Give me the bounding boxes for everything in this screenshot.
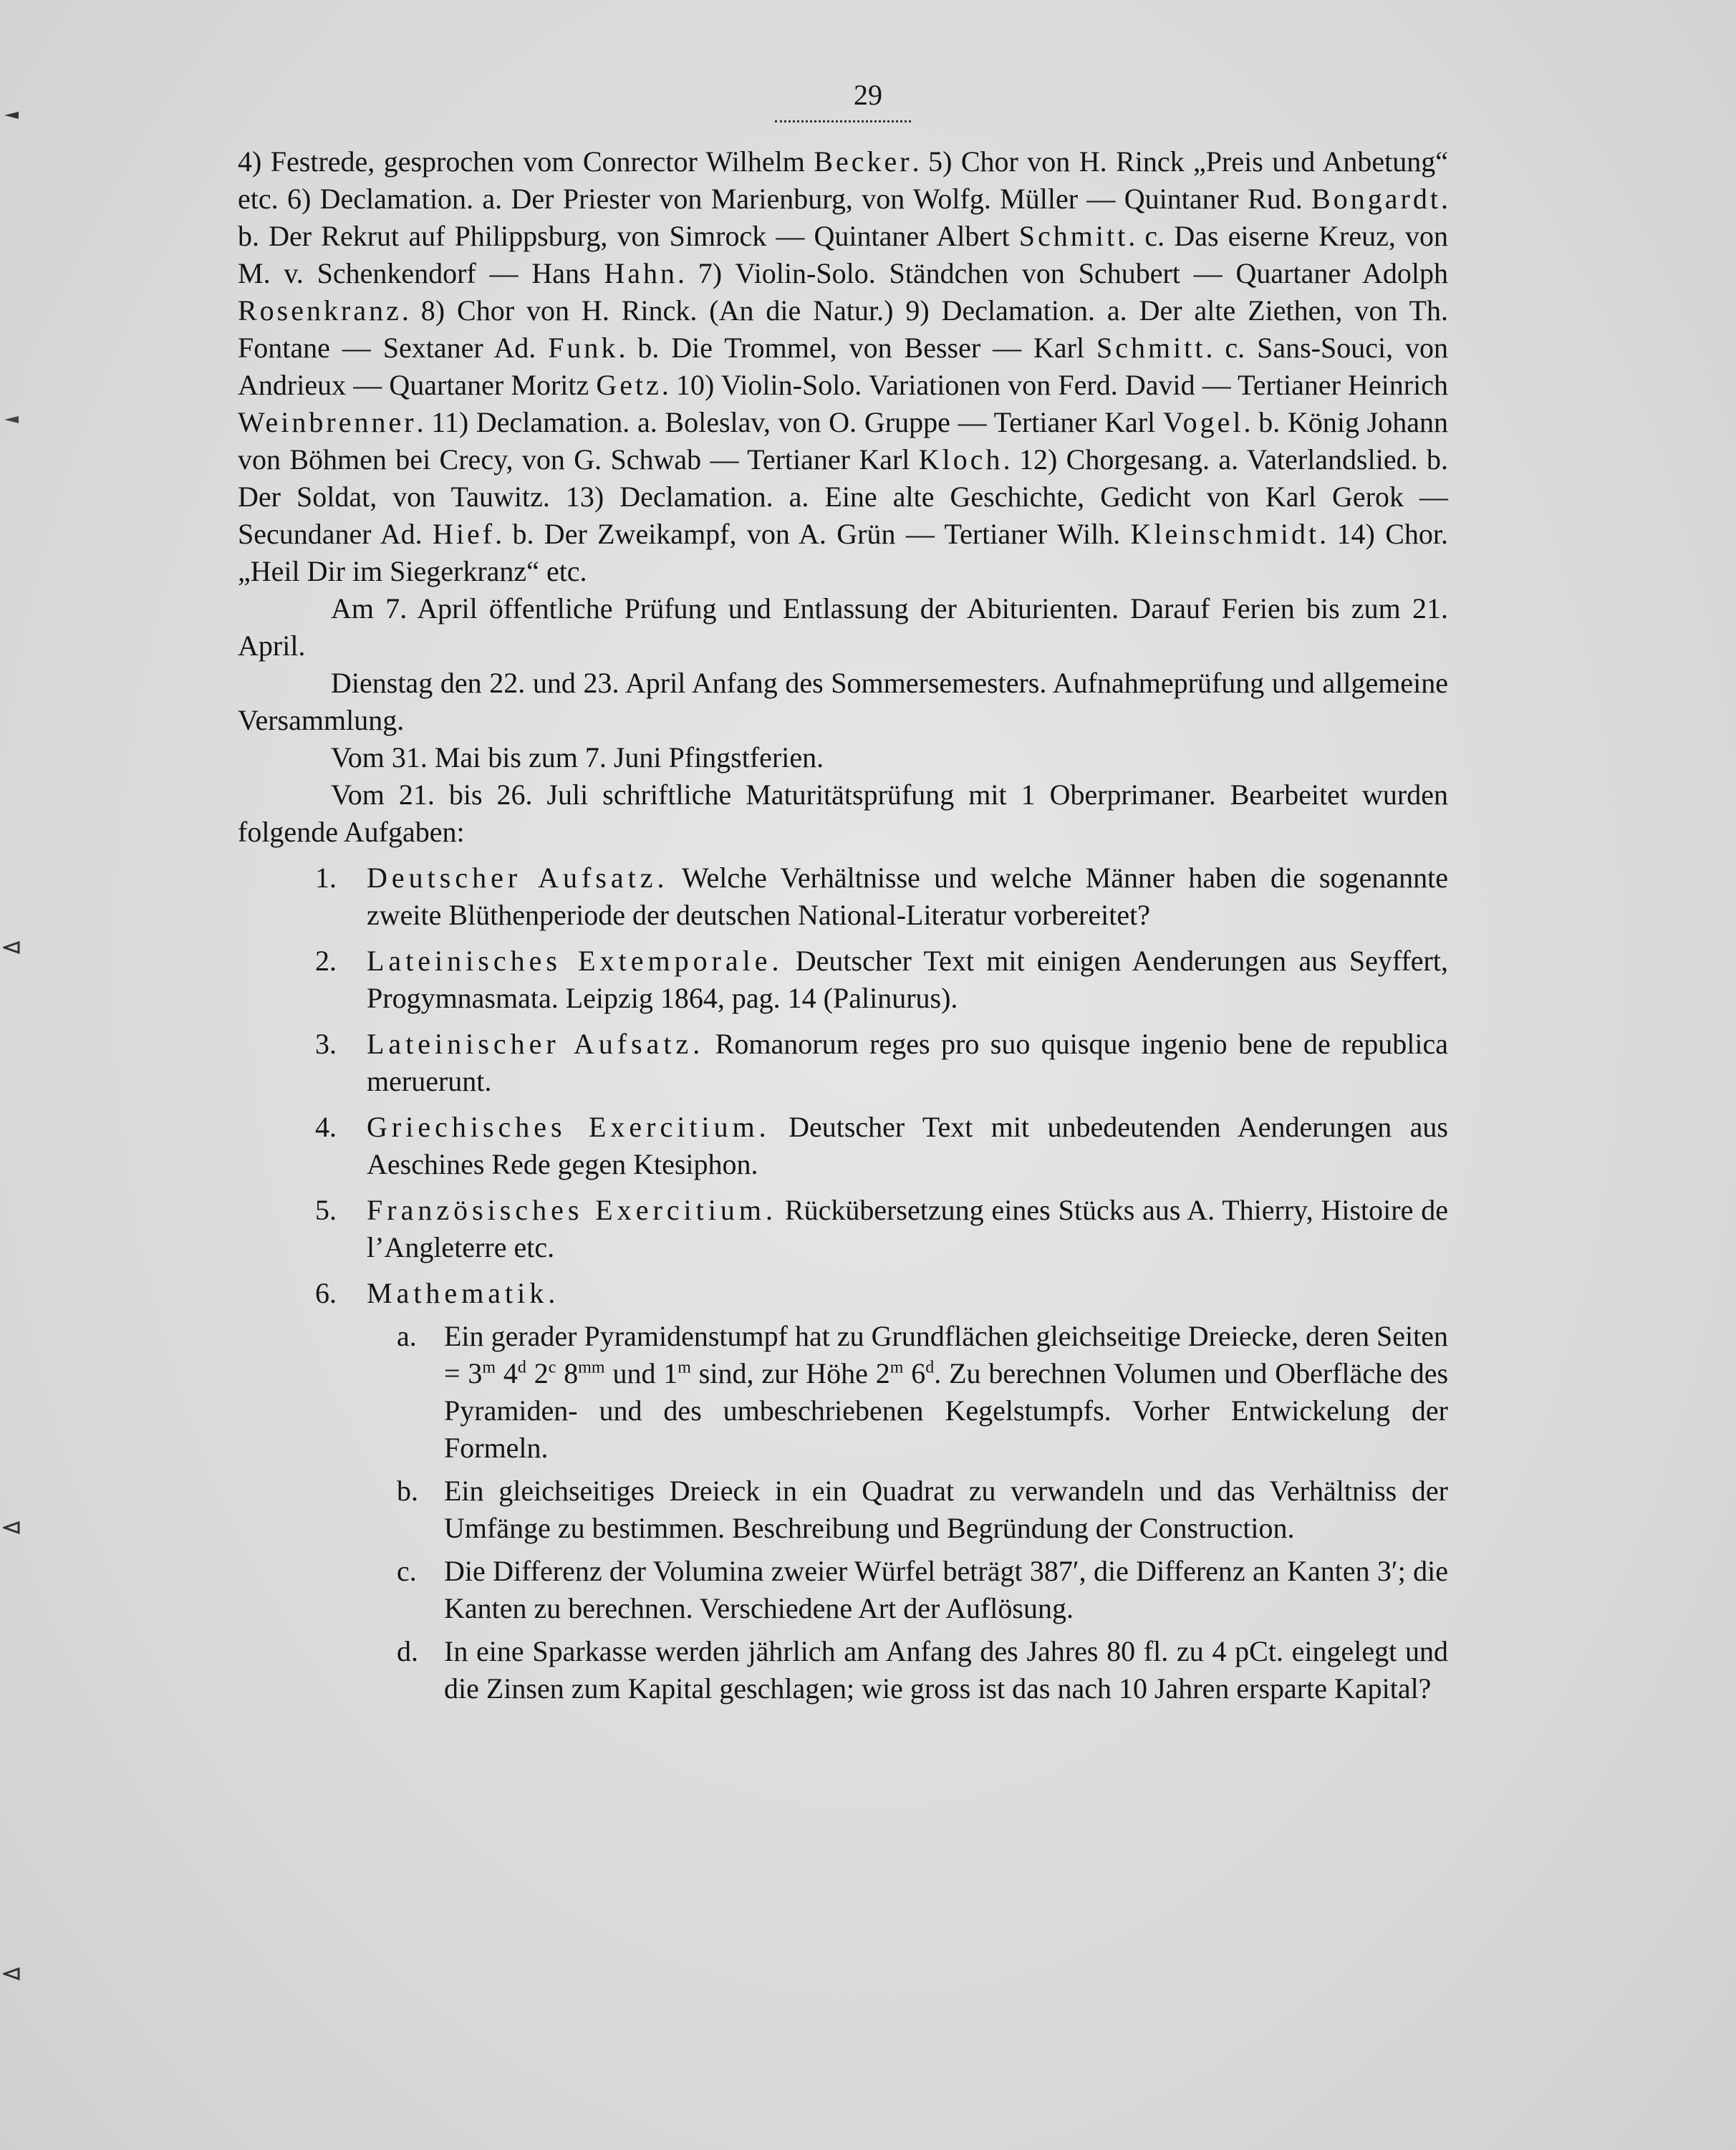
item-number: 4. — [315, 1111, 337, 1143]
item-title: Griechisches Exercitium. — [367, 1111, 771, 1143]
text-run: . b. König Johann von Böhmen bei Crecy, von G. Schwab — Tertianer Karl — [238, 406, 1449, 476]
sub-item-letter: d. — [397, 1635, 418, 1667]
spaced-name: Becker — [814, 145, 912, 178]
text-run: . b. Der Rekrut auf Philippsburg, von Simrock — Quintaner Albert — [238, 183, 1448, 252]
spaced-name: Weinbrenner — [238, 406, 417, 438]
body-text — [238, 143, 1448, 1707]
text-run: . 7) Violin-Solo. Ständchen von Schubert — Quartaner Adolph — [677, 257, 1449, 289]
text-run: 8 — [556, 1357, 579, 1389]
spaced-name: Rosenkranz — [238, 294, 402, 327]
item-text: Welche Verhältnisse und welche Männer haben die sogenannte zweite Blüthenperiode der deutschen National-Literatur vorbereitet? — [367, 862, 1448, 931]
spaced-name: Kleinschmidt — [1130, 518, 1320, 550]
text-run: 4 — [496, 1357, 518, 1389]
item-title: Französisches Exercitium. — [367, 1194, 778, 1226]
item-title: Mathematik. — [367, 1277, 560, 1309]
exam-task-item — [238, 1275, 1448, 1312]
item-number: 6. — [315, 1277, 337, 1309]
item-text: Rückübersetzung eines Stücks aus A. Thierry, Histoire de l’Angleterre etc. — [367, 1194, 1449, 1263]
festival-program-paragraph — [238, 143, 1448, 590]
text-run: . 12) Chorgesang. a. Vaterlandslied. b. Der Soldat, von Tauwitz. 13) Declamation. a. Eine alte Geschichte, Gedicht von Karl Gerok — Secundaner Ad. — [238, 443, 1448, 550]
spaced-name: Schmitt — [1096, 332, 1206, 364]
unit-superscript: c — [548, 1358, 556, 1377]
sub-item-text: Die Differenz der Volumina zweier Würfel beträgt 387′, die Differenz an Kanten 3′; die Kanten zu berechnen. Verschiedene Art der Auflösung. — [444, 1555, 1448, 1624]
margin-mark — [3, 1966, 24, 1982]
text-run: . b. Der Zweikampf, von A. Grün — Tertianer Wilh. — [495, 518, 1131, 550]
item-number: 5. — [315, 1194, 337, 1226]
unit-superscript: m — [677, 1358, 691, 1377]
text-run: Ein gerader Pyramidenstumpf hat zu Grundflächen gleichseitige Dreiecke, deren Seiten = 3 — [444, 1320, 1448, 1389]
text-run: . Zu berechnen Volumen und Oberfläche des Pyramiden- und des umbeschriebenen Kegelstumpfs. Vorher Entwickelung der Formeln. — [444, 1357, 1449, 1464]
item-text: Deutscher Text mit einigen Aenderungen aus Seyffert, Progymnasmata. Leipzig 1864, pag. 14 (Palinurus). — [367, 945, 1448, 1014]
unit-superscript: d — [925, 1358, 935, 1377]
margin-mark — [3, 412, 24, 428]
item-number: 2. — [315, 945, 337, 977]
exam-task-item — [238, 1026, 1448, 1100]
sub-item-letter: b. — [397, 1475, 418, 1507]
spaced-name: Schmitt — [1018, 220, 1129, 252]
margin-mark — [3, 1520, 24, 1536]
margin-mark — [3, 940, 24, 955]
unit-superscript: m — [889, 1358, 904, 1377]
math-task-b — [238, 1472, 1448, 1547]
text-run: 6 — [903, 1357, 926, 1389]
item-title: Deutscher Aufsatz. — [367, 862, 669, 894]
item-text: Deutscher Text mit unbedeutenden Aenderungen aus Aeschines Rede gegen Ktesiphon. — [367, 1111, 1449, 1180]
text-run: . 10) Violin-Solo. Variationen von Ferd. David — Tertianer Heinrich — [661, 369, 1448, 401]
margin-mark — [3, 107, 24, 123]
text-run: sind, zur Höhe 2 — [690, 1357, 890, 1389]
unit-superscript: d — [517, 1358, 526, 1377]
sub-item-text: Ein gleichseitiges Dreieck in ein Quadrat zu verwandeln und das Verhältniss der Umfänge zu bestimmen. Beschreibung und Begründung der Construction. — [444, 1475, 1448, 1544]
text-run: 2 — [526, 1357, 549, 1389]
text-run: . c. Sans-Souci, von Andrieux — Quartaner Moritz — [238, 332, 1448, 401]
text-run: . 8) Chor von H. Rinck. (An die Natur.) 9) Declamation. a. Der alte Ziethen, von Th. Fontane — Sextaner Ad. — [238, 294, 1448, 364]
exam-task-item — [238, 859, 1448, 934]
text-run: . 14) Chor. „Heil Dir im Siegerkranz“ etc. — [238, 518, 1448, 587]
spaced-name: Getz — [596, 369, 662, 401]
text-run: 4) Festrede, gesprochen vom Conrector Wilhelm — [238, 145, 814, 178]
spaced-name: Bongardt — [1311, 183, 1441, 215]
spaced-name: Funk — [548, 332, 619, 364]
exam-task-item — [238, 943, 1448, 1017]
unit-superscript: mm — [578, 1358, 605, 1377]
spaced-name: Vogel — [1162, 406, 1244, 438]
paragraph-semester-start: Dienstag den 22. und 23. April Anfang des Sommersemesters. Aufnahmeprüfung und allgemeine Versammlung. — [238, 667, 1448, 736]
item-number: 1. — [315, 862, 337, 894]
unit-superscript: m — [482, 1358, 496, 1377]
item-number: 3. — [315, 1028, 337, 1060]
text-run: . 5) Chor von H. Rinck „Preis und Anbetung“ etc. 6) Declamation. a. Der Priester von Marienburg, von Wolfg. Müller — Quintaner Rud. — [238, 145, 1449, 215]
spaced-name: Hahn — [604, 257, 677, 289]
spaced-name: Hief — [433, 518, 496, 550]
page-number-rule — [775, 115, 911, 122]
exam-task-item — [238, 1109, 1448, 1183]
text-run: . b. Die Trommel, von Besser — Karl — [618, 332, 1097, 364]
exam-task-item — [238, 1192, 1448, 1266]
page-number: 29 — [854, 79, 882, 111]
math-task-a — [238, 1318, 1448, 1467]
item-title: Lateinisches Extemporale. — [367, 945, 783, 977]
text-run: . 11) Declamation. a. Boleslav, von O. Gruppe — Tertianer Karl — [416, 406, 1163, 438]
paragraph-pentecost-holidays: Vom 31. Mai bis zum 7. Juni Pfingstferien. — [331, 741, 824, 773]
text-run: . c. Das eiserne Kreuz, von M. v. Schenkendorf — Hans — [238, 220, 1449, 289]
spaced-name: Kloch — [918, 443, 1003, 476]
sub-item-letter: c. — [397, 1555, 417, 1587]
math-task-c — [238, 1553, 1448, 1627]
sub-item-text: In eine Sparkasse werden jährlich am Anfang des Jahres 80 fl. zu 4 pCt. eingelegt und die Zinsen zum Kapital geschlagen; wie gross ist das nach 10 Jahren ersparte Kapital? — [444, 1635, 1448, 1705]
item-text: Romanorum reges pro suo quisque ingenio bene de republica meruerunt. — [367, 1028, 1448, 1097]
text-run: und 1 — [604, 1357, 678, 1389]
sub-item-letter: a. — [397, 1320, 417, 1352]
paragraph-maturity-exam: Vom 21. bis 26. Juli schriftliche Maturitätsprüfung mit 1 Oberprimaner. Bearbeitet wurden folgende Aufgaben: — [238, 778, 1448, 848]
item-title: Lateinischer Aufsatz. — [367, 1028, 705, 1060]
paragraph-exam-dates: Am 7. April öffentliche Prüfung und Entlassung der Abiturienten. Darauf Ferien bis zum 21. April. — [238, 592, 1448, 662]
math-task-d — [238, 1633, 1448, 1707]
